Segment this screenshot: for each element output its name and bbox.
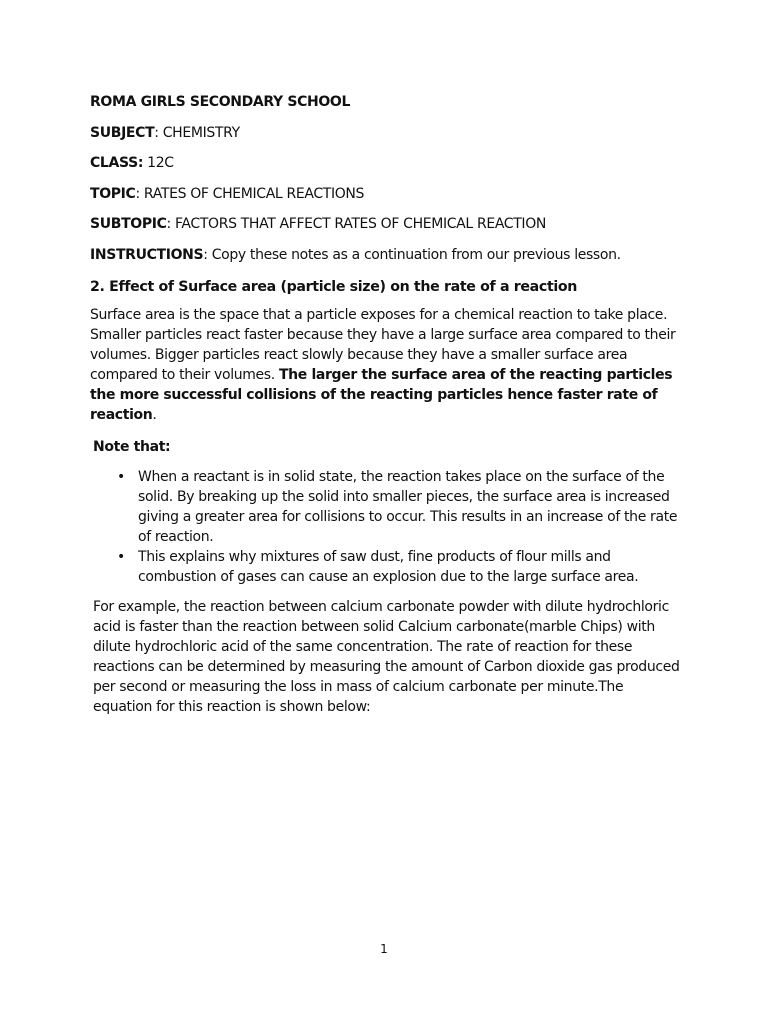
- instructions-label: INSTRUCTIONS: [90, 246, 204, 263]
- topic-value: : RATES OF CHEMICAL REACTIONS: [135, 185, 365, 202]
- section-heading: 2. Effect of Surface area (particle size) on the rate of a reaction: [90, 278, 578, 295]
- intro-end: .: [152, 406, 157, 423]
- notes-list: [90, 467, 680, 587]
- subject-value: : CHEMISTRY: [154, 124, 240, 141]
- intro-text: Surface area is the space that a particle exposes for a chemical reaction to take place. Smaller particles react faster because they have a large surface area compared to their volumes. Bigger particles react slowly because they have a smaller surface area compared to their volumes.: [90, 306, 676, 383]
- page-number: 1: [380, 942, 388, 956]
- subtopic-line: [90, 214, 680, 234]
- list-item-text: When a reactant is in solid state, the reaction takes place on the surface of the solid. By breaking up the solid into smaller pieces, the surface area is increased giving a greater area for collisions to occur. This results in an increase of the rate of reaction.: [138, 468, 678, 545]
- class-label: CLASS:: [90, 155, 144, 171]
- topic-label: TOPIC: [90, 185, 136, 202]
- list-item-text: This explains why mixtures of saw dust, fine products of flour mills and combustion of gases can cause an explosion due to the large surface area.: [138, 548, 639, 585]
- bullet-icon: •: [117, 468, 125, 485]
- class-line: [90, 153, 680, 173]
- subject-line: [90, 123, 680, 143]
- intro-bold-text: The larger the surface area of the reacting particles the more successful collisions of the reacting particles hence faster rate of reaction: [90, 366, 673, 423]
- list-item: [117, 467, 680, 547]
- topic-line: [90, 184, 680, 204]
- class-value: 12C: [143, 155, 174, 171]
- instructions-value: : Copy these notes as a continuation from our previous lesson.: [203, 246, 621, 263]
- intro-paragraph: [90, 305, 680, 425]
- school-name: [90, 92, 680, 112]
- example-paragraph: For example, the reaction between calcium carbonate powder with dilute hydrochloric acid is faster than the reaction between solid Calcium carbonate(marble Chips) with dilute hydrochloric acid of the same concentration. The rate of reaction for these reactions can be determined by measuring the amount of Carbon dioxide gas produced per second or measuring the loss in mass of calcium carbonate per minute.The equation for this reaction is shown below:: [93, 598, 680, 715]
- school-name-text: ROMA GIRLS SECONDARY SCHOOL: [90, 94, 351, 110]
- bullet-icon: •: [117, 548, 125, 565]
- list-item: [117, 547, 680, 587]
- subject-label: SUBJECT: [90, 124, 155, 141]
- subtopic-label: SUBTOPIC: [90, 216, 167, 232]
- instructions-line: [90, 245, 680, 265]
- document-page: [90, 92, 680, 717]
- note-label: Note that:: [93, 438, 171, 455]
- subtopic-value: : FACTORS THAT AFFECT RATES OF CHEMICAL REACTION: [166, 216, 547, 232]
